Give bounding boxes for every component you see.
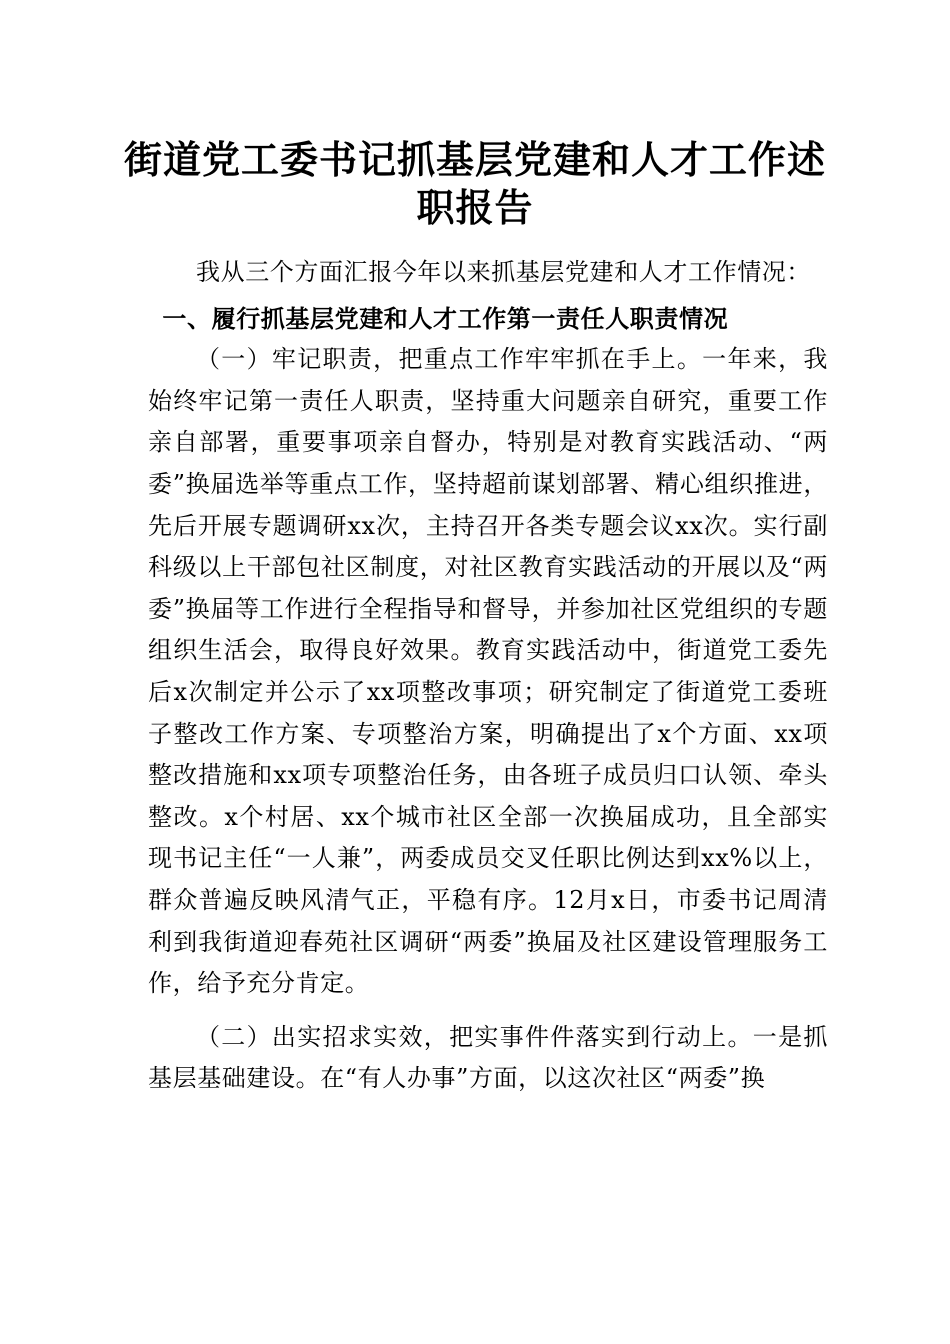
intro-paragraph: 我从三个方面汇报今年以来抓基层党建和人才工作情况： (196, 258, 811, 286)
paragraph-1: （一）牢记职责，把重点工作牢牢抓在手上。一年来，我始终牢记第一责任人职责，坚持重大问题亲自研究，重要工作亲自部署，重要事项亲自督办，特别是对教育实践活动、“两委”换届选举等重点工作，坚持超前谋划部署、精心组织推进，先后开展专题调研xx次，主持召开各类专题会议xx次。实行副科级以上干部包社区制度，对社区教育实践活动的开展以及“两委”换届等工作进行全程指导和督导，并参加社区党组织的专题组织生活会，取得良好效果。教育实践活动中，街道党工委先后x次制定并公示了xx项整改事项；研究制定了街道党工委班子整改工作方案、专项整治方案，明确提出了x个方面、xx项整改措施和xx项专项整治任务，由各班子成员归口认领、牵头整改。x个村居、xx个城市社区全部一次换届成功，且全部实现书记主任“一人兼”，两委成员交叉任职比例达到xx%以上，群众普遍反映风清气正，平稳有序。12月x日，市委书记周清利到我街道迎春苑社区调研“两委”换届及社区建设管理服务工作，给予充分肯定。 (148, 345, 828, 998)
document-title: 街道党工委书记抓基层党建和人才工作述职报告 (123, 137, 826, 230)
document-body (148, 252, 828, 1100)
section-heading-1: 一、履行抓基层党建和人才工作第一责任人职责情况 (162, 303, 729, 333)
paragraph-2: （二）出实招求实效，把实事件件落实到行动上。一是抓基层基础建设。在“有人办事”方面，以这次社区“两委”换 (148, 1022, 828, 1093)
